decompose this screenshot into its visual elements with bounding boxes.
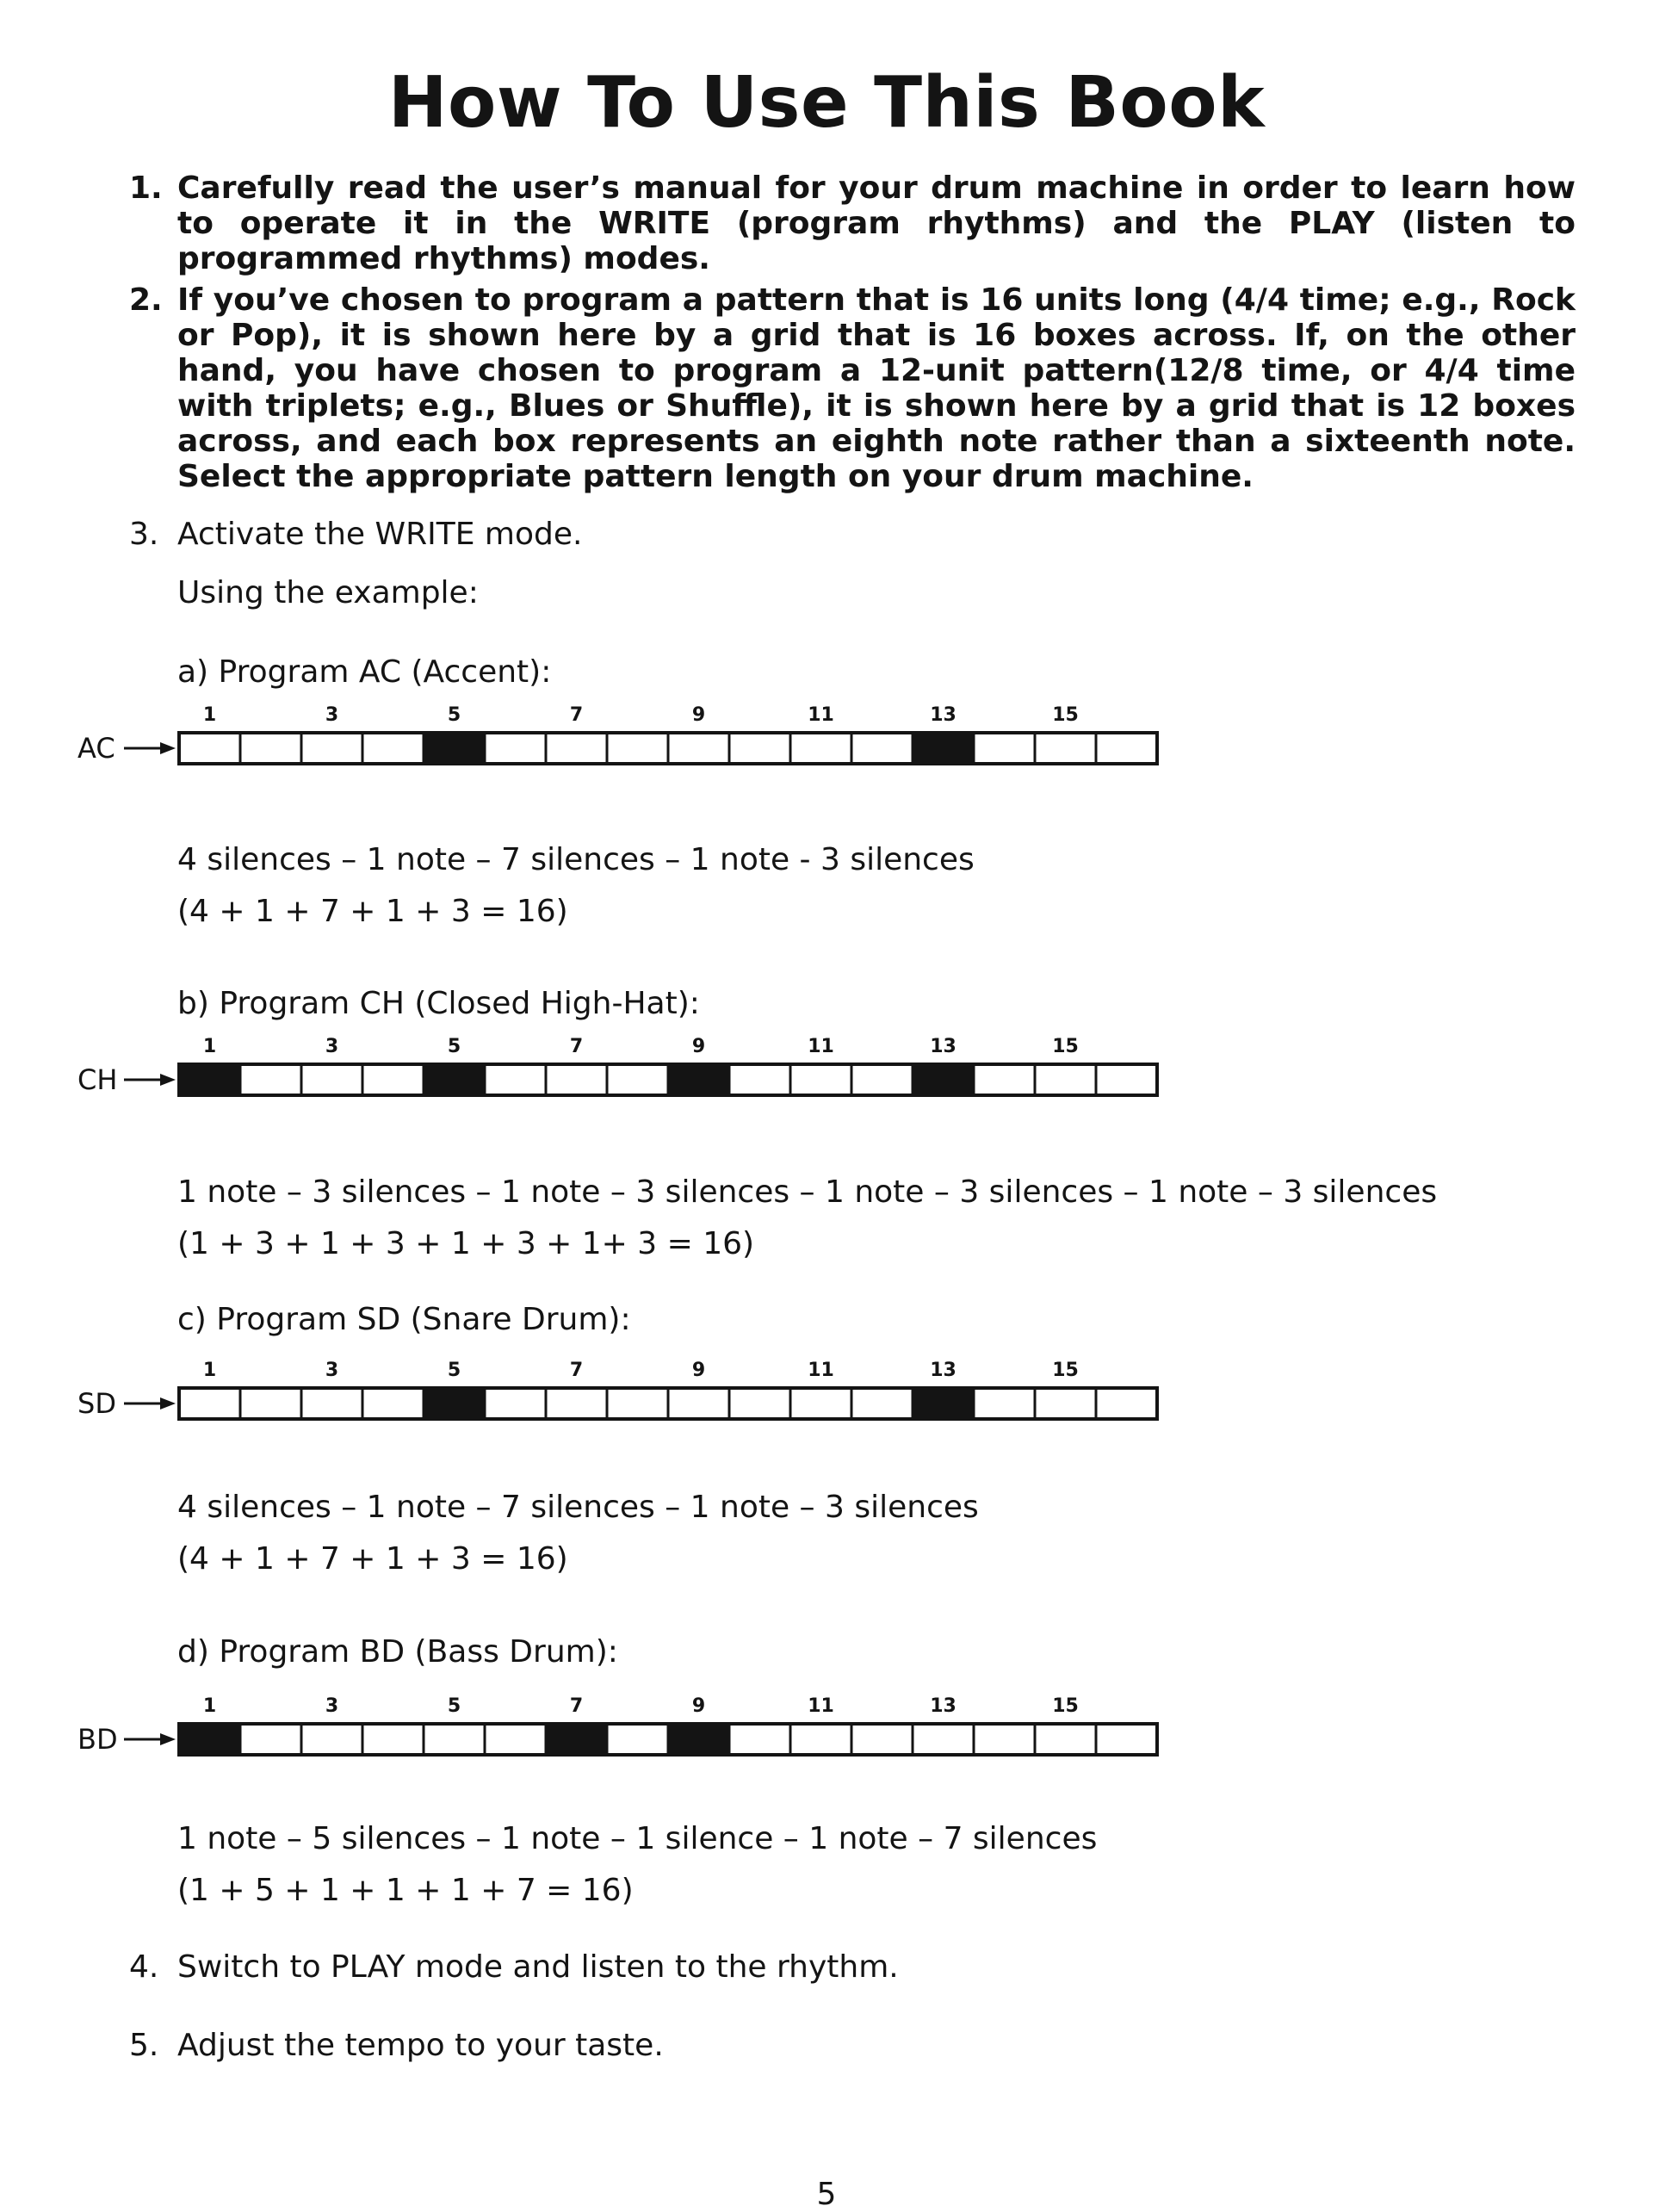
step-number-15: 15 bbox=[1052, 1695, 1079, 1717]
grid-cell-3-silence bbox=[301, 1724, 362, 1755]
page-number: 5 bbox=[816, 2177, 837, 2212]
step-4-number: 4. bbox=[129, 1949, 159, 1985]
grid-cell-11-silence bbox=[790, 1388, 851, 1419]
grid-cell-12-silence bbox=[851, 1388, 913, 1419]
step-number-15: 15 bbox=[1052, 704, 1079, 726]
step-number-13: 13 bbox=[930, 1360, 957, 1381]
arrow-head-icon bbox=[160, 1733, 176, 1745]
pattern-ch-grid bbox=[0, 1025, 1653, 1119]
grid-cell-11-silence bbox=[790, 733, 851, 764]
grid-cell-8-silence bbox=[607, 1724, 668, 1755]
grid-cell-1-silence bbox=[179, 733, 240, 764]
pattern-sd-heading: c) Program SD (Snare Drum): bbox=[177, 1302, 631, 1337]
grid-cell-2-silence bbox=[240, 1388, 301, 1419]
row-label-ch: CH bbox=[77, 1063, 118, 1096]
step-number-5: 5 bbox=[447, 1360, 461, 1381]
pattern-ac-heading: a) Program AC (Accent): bbox=[177, 654, 552, 690]
step-number-7: 7 bbox=[569, 704, 584, 726]
grid-cell-3-silence bbox=[301, 733, 362, 764]
arrow-head-icon bbox=[160, 1397, 176, 1410]
pattern-ac-sum: (4 + 1 + 7 + 1 + 3 = 16) bbox=[177, 894, 568, 929]
grid-cell-4-silence bbox=[362, 1064, 424, 1095]
pattern-bd-heading: d) Program BD (Bass Drum): bbox=[177, 1634, 618, 1670]
grid-cell-5-note bbox=[424, 1388, 485, 1419]
grid-cell-3-silence bbox=[301, 1064, 362, 1095]
pattern-sd-summary: 4 silences – 1 note – 7 silences – 1 note – 3 silences bbox=[177, 1490, 979, 1525]
step-4-text: Switch to PLAY mode and listen to the rhythm. bbox=[177, 1949, 899, 1985]
grid-cell-16-silence bbox=[1096, 1724, 1157, 1755]
grid-cell-13-note bbox=[913, 1388, 974, 1419]
grid-cell-16-silence bbox=[1096, 733, 1157, 764]
grid-cell-14-silence bbox=[974, 1724, 1035, 1755]
grid-cell-12-silence bbox=[851, 1064, 913, 1095]
grid-cell-10-silence bbox=[729, 1064, 790, 1095]
step-number-9: 9 bbox=[691, 704, 706, 726]
step-number-13: 13 bbox=[930, 1695, 957, 1717]
step-number-1: 1 bbox=[202, 1036, 217, 1057]
grid-cell-10-silence bbox=[729, 733, 790, 764]
step-number-7: 7 bbox=[569, 1695, 584, 1717]
grid-cell-6-silence bbox=[485, 1388, 546, 1419]
step-number-5: 5 bbox=[447, 704, 461, 726]
pattern-bd-grid bbox=[0, 1684, 1653, 1779]
pattern-bd-summary: 1 note – 5 silences – 1 note – 1 silence – 1 note – 7 silences bbox=[177, 1821, 1098, 1856]
step-number-15: 15 bbox=[1052, 1360, 1079, 1381]
step-5-number: 5. bbox=[129, 2028, 159, 2063]
page-title: How To Use This Book bbox=[387, 62, 1266, 144]
step-1-number: 1. bbox=[129, 170, 163, 206]
step-number-15: 15 bbox=[1052, 1036, 1079, 1057]
grid-cell-1-silence bbox=[179, 1388, 240, 1419]
grid-cell-1-note bbox=[179, 1724, 240, 1755]
grid-cell-13-note bbox=[913, 1064, 974, 1095]
grid-cell-15-silence bbox=[1035, 1064, 1096, 1095]
grid-cell-9-note bbox=[668, 1724, 729, 1755]
row-label-bd: BD bbox=[77, 1723, 118, 1756]
grid-cell-5-note bbox=[424, 733, 485, 764]
step-3-number: 3. bbox=[129, 517, 159, 552]
step-number-11: 11 bbox=[808, 1036, 834, 1057]
grid-cell-8-silence bbox=[607, 1064, 668, 1095]
grid-cell-6-silence bbox=[485, 1064, 546, 1095]
grid-cell-15-silence bbox=[1035, 1388, 1096, 1419]
grid-cell-2-silence bbox=[240, 1064, 301, 1095]
grid-cell-8-silence bbox=[607, 733, 668, 764]
grid-cell-8-silence bbox=[607, 1388, 668, 1419]
grid-cell-7-silence bbox=[546, 1064, 607, 1095]
example-intro: Using the example: bbox=[177, 575, 479, 610]
grid-cell-6-silence bbox=[485, 1724, 546, 1755]
grid-cell-15-silence bbox=[1035, 1724, 1096, 1755]
grid-cell-10-silence bbox=[729, 1724, 790, 1755]
step-number-3: 3 bbox=[325, 1695, 339, 1717]
grid-cell-11-silence bbox=[790, 1064, 851, 1095]
step-number-3: 3 bbox=[325, 704, 339, 726]
pattern-bd-sum: (1 + 5 + 1 + 1 + 1 + 7 = 16) bbox=[177, 1873, 634, 1908]
step-number-9: 9 bbox=[691, 1360, 706, 1381]
step-number-5: 5 bbox=[447, 1695, 461, 1717]
step-number-3: 3 bbox=[325, 1360, 339, 1381]
step-number-1: 1 bbox=[202, 704, 217, 726]
step-number-9: 9 bbox=[691, 1695, 706, 1717]
grid-cell-10-silence bbox=[729, 1388, 790, 1419]
grid-cell-13-note bbox=[913, 733, 974, 764]
step-number-11: 11 bbox=[808, 1360, 834, 1381]
pattern-ac-summary: 4 silences – 1 note – 7 silences – 1 note - 3 silences bbox=[177, 842, 975, 877]
grid-cell-12-silence bbox=[851, 733, 913, 764]
grid-cell-15-silence bbox=[1035, 733, 1096, 764]
step-number-5: 5 bbox=[447, 1036, 461, 1057]
step-number-1: 1 bbox=[202, 1360, 217, 1381]
grid-cell-13-silence bbox=[913, 1724, 974, 1755]
arrow-head-icon bbox=[160, 1074, 176, 1086]
step-number-11: 11 bbox=[808, 704, 834, 726]
grid-cell-9-silence bbox=[668, 1388, 729, 1419]
grid-cell-16-silence bbox=[1096, 1388, 1157, 1419]
pattern-ch-sum: (1 + 3 + 1 + 3 + 1 + 3 + 1+ 3 = 16) bbox=[177, 1226, 755, 1261]
step-1-text: Carefully read the user’s manual for your drum machine in order to learn how to operate it in the WRITE (program rhythms) and the PLAY (listen to programmed rhythms) modes. bbox=[177, 170, 1576, 276]
step-3-text: Activate the WRITE mode. bbox=[177, 517, 583, 552]
step-number-7: 7 bbox=[569, 1360, 584, 1381]
grid-cell-2-silence bbox=[240, 1724, 301, 1755]
grid-cell-3-silence bbox=[301, 1388, 362, 1419]
grid-cell-14-silence bbox=[974, 733, 1035, 764]
row-label-ac: AC bbox=[77, 732, 115, 765]
grid-cell-6-silence bbox=[485, 733, 546, 764]
grid-cell-7-silence bbox=[546, 1388, 607, 1419]
grid-cell-4-silence bbox=[362, 1724, 424, 1755]
grid-cell-7-note bbox=[546, 1724, 607, 1755]
grid-cell-7-silence bbox=[546, 733, 607, 764]
pattern-ac-grid bbox=[0, 693, 1653, 788]
pattern-sd-grid bbox=[0, 1348, 1653, 1443]
pattern-sd-sum: (4 + 1 + 7 + 1 + 3 = 16) bbox=[177, 1541, 568, 1577]
step-number-13: 13 bbox=[930, 704, 957, 726]
grid-cell-1-note bbox=[179, 1064, 240, 1095]
grid-cell-16-silence bbox=[1096, 1064, 1157, 1095]
grid-cell-4-silence bbox=[362, 733, 424, 764]
grid-cell-5-silence bbox=[424, 1724, 485, 1755]
grid-cell-9-note bbox=[668, 1064, 729, 1095]
step-2-text: If you’ve chosen to program a pattern that is 16 units long (4/4 time; e.g., Rock or Pop), it is shown here by a grid that is 16 boxes across. If, on the other hand, you have chosen to program a 12-unit pattern(12/8 time, or 4/4 time with triplets; e.g., Blues or Shuffle), it is shown here by a grid that is 12 boxes across, and each box represents an eighth note rather than a sixteenth note. Select the appropriate pattern length on your drum machine. bbox=[177, 282, 1576, 494]
row-label-sd: SD bbox=[77, 1387, 116, 1420]
step-number-11: 11 bbox=[808, 1695, 834, 1717]
grid-cell-4-silence bbox=[362, 1388, 424, 1419]
grid-cell-11-silence bbox=[790, 1724, 851, 1755]
pattern-ch-heading: b) Program CH (Closed High-Hat): bbox=[177, 986, 700, 1021]
arrow-head-icon bbox=[160, 742, 176, 754]
grid-cell-2-silence bbox=[240, 733, 301, 764]
step-number-7: 7 bbox=[569, 1036, 584, 1057]
step-number-1: 1 bbox=[202, 1695, 217, 1717]
step-number-3: 3 bbox=[325, 1036, 339, 1057]
grid-cell-9-silence bbox=[668, 733, 729, 764]
grid-cell-12-silence bbox=[851, 1724, 913, 1755]
grid-cell-14-silence bbox=[974, 1064, 1035, 1095]
grid-cell-14-silence bbox=[974, 1388, 1035, 1419]
step-number-9: 9 bbox=[691, 1036, 706, 1057]
step-2-number: 2. bbox=[129, 282, 163, 318]
step-number-13: 13 bbox=[930, 1036, 957, 1057]
grid-cell-5-note bbox=[424, 1064, 485, 1095]
step-5-text: Adjust the tempo to your taste. bbox=[177, 2028, 664, 2063]
pattern-ch-summary: 1 note – 3 silences – 1 note – 3 silences – 1 note – 3 silences – 1 note – 3 silences bbox=[177, 1174, 1438, 1210]
